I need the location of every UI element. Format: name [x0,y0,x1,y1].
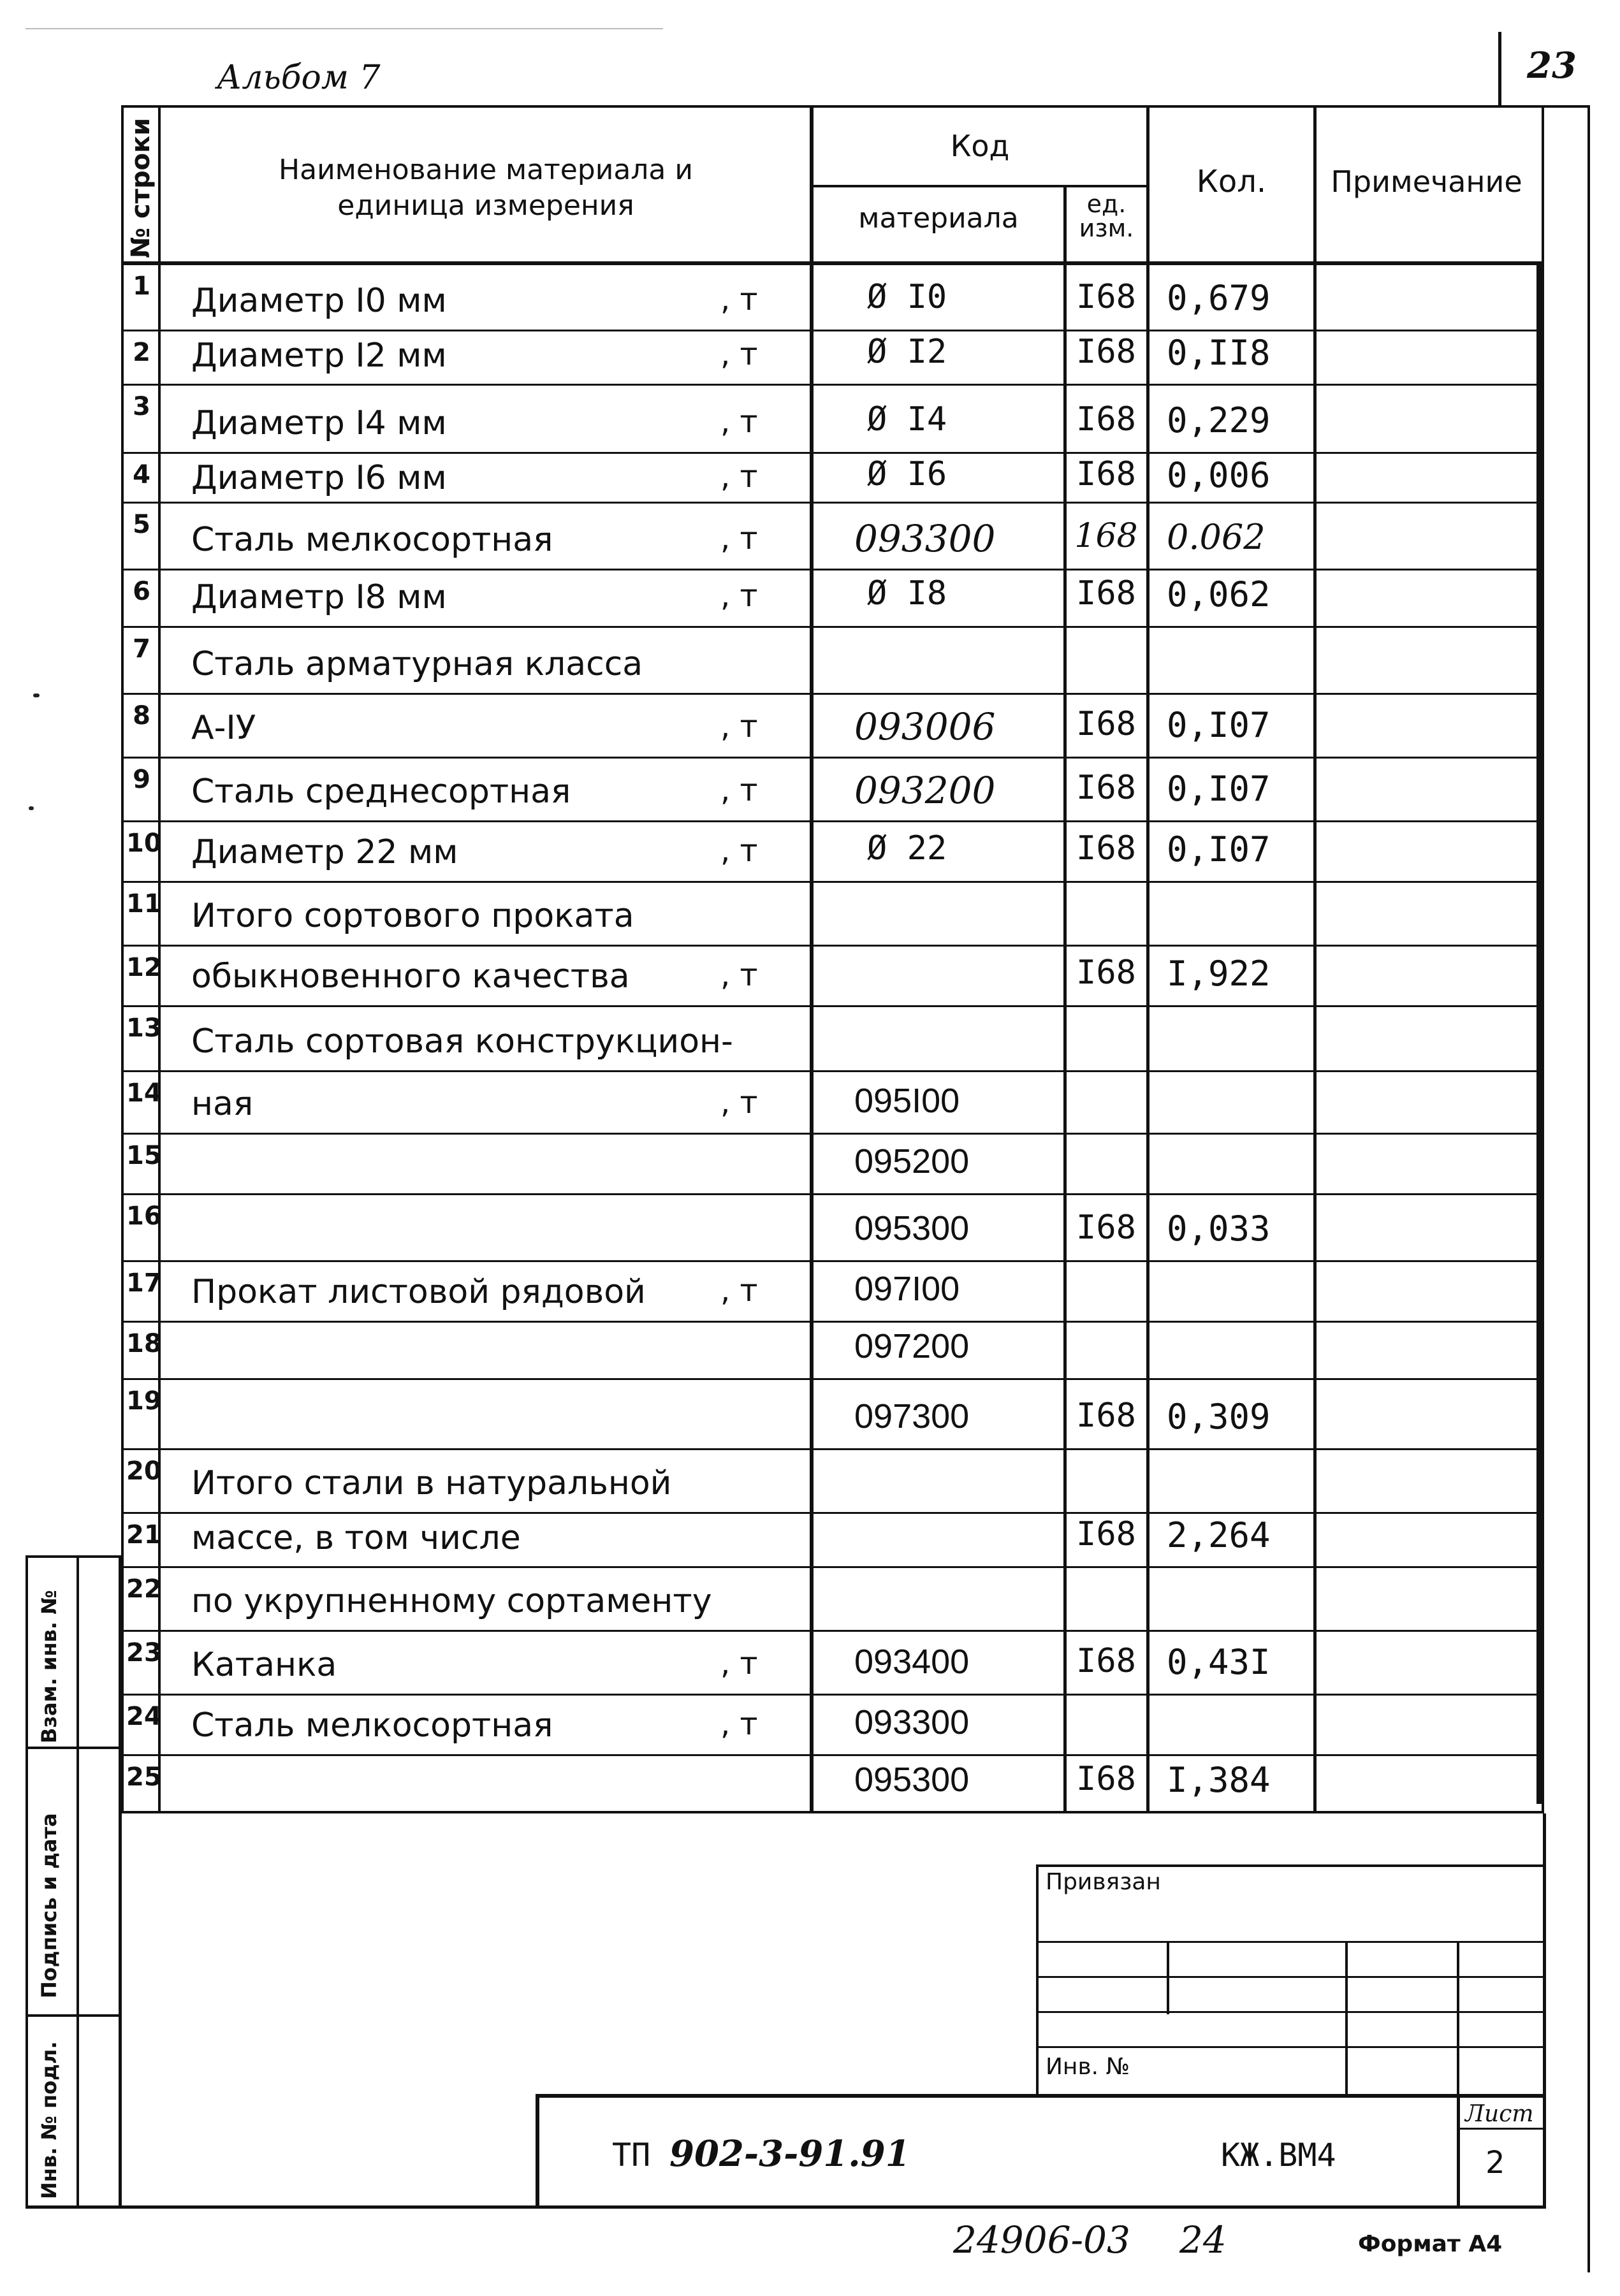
quantity: 0,006 [1167,455,1271,495]
header-code-material: материала [858,202,1019,235]
row-number: 9 [133,765,150,794]
page-number-divider [1498,32,1501,107]
unit-code: I68 [1076,455,1136,493]
side-strip-right [77,1555,79,2205]
table-row [121,1514,1544,1568]
row-number: 25 [126,1762,162,1792]
stamp-inv-no-label: Инв. № [1046,2054,1130,2080]
unit-code: I68 [1076,769,1136,807]
top-scan-line [26,28,663,29]
material-code: 097300 [854,1397,970,1435]
table-row [121,1568,1544,1632]
unit: , т [720,1646,758,1682]
header-row-number: № строки [126,117,156,258]
row-number: 1 [133,272,150,301]
unit-code: I68 [1076,1760,1136,1798]
row-number: 21 [126,1520,162,1550]
quantity: 0,033 [1167,1209,1271,1249]
unit-code: I68 [1076,829,1136,868]
material-name: обыкновенного качества [191,957,630,996]
unit: , т [720,404,758,440]
row-number: 15 [126,1141,162,1170]
material-name: Диаметр I6 мм [191,459,447,497]
unit-code: I68 [1076,954,1136,992]
row-number: 8 [133,701,150,730]
sheet-label: Лист [1465,2101,1534,2127]
material-code: 093300 [854,517,996,560]
unit: , т [720,521,758,556]
row-number: 2 [133,338,150,367]
table-row [121,570,1544,628]
unit: , т [720,459,758,495]
unit: , т [720,282,758,317]
material-code: Ø I6 [867,455,947,493]
table-row [121,947,1544,1007]
material-name: массе, в том числе [191,1519,521,1557]
stamp-privyazan-left [1036,1864,1039,2094]
material-name: Диаметр I0 мм [191,282,447,320]
material-code: 093200 [854,769,996,812]
quantity: 0,43I [1167,1642,1271,1682]
side-strip-div1 [26,1747,121,1749]
unit: , т [720,578,758,614]
material-name: Сталь среднесортная [191,773,571,811]
table-row [121,331,1544,386]
material-name: ная [191,1085,254,1123]
material-code: 095300 [854,1761,970,1799]
titleblock-sheet-label-line [1457,2128,1546,2130]
side-strip-div2 [26,2014,121,2017]
quantity: I,384 [1167,1760,1271,1800]
titleblock-left [536,2094,539,2209]
material-name: Катанка [191,1646,337,1684]
unit: , т [720,833,758,869]
scan-dot [29,806,34,810]
table-row [121,1262,1544,1323]
table-row [121,1323,1544,1380]
header-code-unit-1: ед. [1086,190,1127,218]
sheet-bottom-border [26,2205,1546,2209]
row-number: 11 [126,889,162,919]
unit-code: I68 [1076,1397,1136,1435]
table-row [121,1007,1544,1072]
material-name: А-IУ [191,709,256,747]
material-code: Ø 22 [867,829,947,868]
side-label-vzam: Взам. инв. № [37,1590,61,1743]
format-label: Формат А4 [1358,2231,1503,2257]
album-title: Альбом 7 [217,59,381,97]
material-code: 093006 [854,705,996,748]
table-row [121,695,1544,759]
stamp-grid-h2 [1036,1976,1546,1978]
table-row [121,1195,1544,1262]
table-row [121,628,1544,695]
header-code-unit-2: изм. [1079,214,1134,242]
material-code: 097I00 [854,1270,960,1308]
archive-sheet: 24 [1179,2218,1227,2262]
material-name: Диаметр I4 мм [191,404,447,442]
side-strip-left [26,1555,28,2205]
material-name: Диаметр I8 мм [191,578,447,616]
material-name: Сталь мелкосортная [191,521,553,559]
unit: , т [720,337,758,372]
stamp-grid-v2 [1345,1941,1348,2094]
side-strip-top [26,1555,121,1558]
row-number: 6 [133,577,150,606]
material-name: по укрупненному сортаменту [191,1582,712,1620]
quantity: 0,I07 [1167,705,1271,745]
sheet-number: 2 [1485,2145,1505,2181]
material-name: Диаметр I2 мм [191,337,447,375]
row-divider [121,1812,1544,1813]
table-row [121,822,1544,883]
row-number: 3 [133,392,150,421]
material-name: Сталь мелкосортная [191,1706,553,1745]
table-row [121,265,1544,331]
row-number: 5 [133,510,150,539]
header-name-line2: единица измерения [337,189,634,222]
header-note: Примечание [1331,164,1522,199]
row-number: 10 [126,829,162,858]
row-number: 18 [126,1329,162,1358]
unit-code: I68 [1076,333,1136,371]
titleblock-top [536,2094,1546,2098]
unit-code: I68 [1076,1515,1136,1553]
doc-mark: КЖ.ВМ4 [1221,2137,1336,2174]
stamp-privyazan-label: Привязан [1046,1869,1161,1895]
material-code: 095I00 [854,1082,960,1120]
quantity: 0,679 [1167,278,1271,318]
table-row [121,504,1544,570]
material-name: Итого стали в натуральной [191,1464,672,1502]
material-code: Ø I2 [867,333,947,371]
unit: , т [720,1706,758,1742]
table-row [121,1756,1544,1813]
material-code: 093400 [854,1643,970,1681]
material-code: Ø I8 [867,574,947,613]
quantity: 0,309 [1167,1397,1271,1437]
stamp-grid-v3 [1457,1941,1459,2094]
header-qty: Кол. [1196,164,1267,200]
frame-left-lower [119,1555,122,2209]
material-code: 095300 [854,1209,970,1247]
quantity: 0.062 [1167,517,1266,557]
row-number: 20 [126,1457,162,1486]
table-row [121,1696,1544,1756]
material-code: 095200 [854,1142,970,1181]
side-label-inv-podl: Инв. № подл. [37,2041,61,2199]
row-number: 23 [126,1638,162,1668]
material-name: Сталь арматурная класса [191,645,643,683]
table-row [121,1072,1544,1135]
row-number: 7 [133,634,150,664]
row-number: 16 [126,1202,162,1231]
material-code: 093300 [854,1703,970,1741]
row-number: 17 [126,1268,162,1298]
quantity: 0,229 [1167,400,1271,440]
unit-code: I68 [1076,278,1136,316]
side-label-podpis: Подпись и дата [37,1813,61,1998]
unit-code: I68 [1076,400,1136,439]
table-row [121,1632,1544,1696]
material-code: 097200 [854,1327,970,1365]
unit-code: I68 [1076,1642,1136,1680]
unit-code: I68 [1076,1209,1136,1247]
material-name: Итого сортового проката [191,897,634,935]
sheet-right-border [1587,105,1590,2272]
scan-dot [33,694,40,697]
header-code-divider [810,185,1148,187]
table-row [121,883,1544,947]
table-row [121,454,1544,504]
table-row [121,386,1544,454]
quantity: I,922 [1167,954,1271,994]
row-number: 13 [126,1014,162,1043]
unit-code: I68 [1076,705,1136,743]
quantity: 0,II8 [1167,333,1271,373]
unit: , т [720,773,758,808]
row-number: 24 [126,1702,162,1731]
material-name: Прокат листовой рядовой [191,1273,646,1311]
unit-code: I68 [1076,574,1136,613]
quantity: 0,062 [1167,574,1271,614]
header-name-line1: Наименование материала и [279,154,693,186]
table-row [121,1135,1544,1195]
material-name: Сталь сортовая конструкцион- [191,1022,733,1061]
row-number: 22 [126,1574,162,1604]
unit: , т [720,1273,758,1309]
table-row [121,1450,1544,1514]
row-number: 19 [126,1386,162,1416]
stamp-grid-v1 [1167,1941,1169,2014]
row-number: 12 [126,953,162,982]
table-row [121,1380,1544,1450]
quantity: 0,I07 [1167,769,1271,809]
stamp-grid-h1 [1036,1941,1546,1943]
material-code: Ø I4 [867,400,947,439]
material-name: Диаметр 22 мм [191,833,458,871]
stamp-grid-h4 [1036,2046,1546,2048]
page-number: 23 [1527,45,1577,87]
unit: , т [720,709,758,745]
quantity: 2,264 [1167,1515,1271,1555]
doc-code-prefix: ТП [612,2137,651,2174]
unit: , т [720,1085,758,1121]
titleblock-sheet-divider [1457,2094,1460,2209]
stamp-grid-h3 [1036,2011,1546,2013]
row-number: 14 [126,1079,162,1108]
material-code: Ø I0 [867,278,947,316]
unit-code: 168 [1074,517,1138,555]
unit: , т [720,957,758,993]
quantity: 0,I07 [1167,829,1271,869]
table-row [121,759,1544,822]
archive-number: 24906-03 [953,2218,1130,2262]
row-number: 4 [133,460,150,490]
stamp-privyazan-top [1036,1864,1546,1867]
header-code: Код [950,129,1010,163]
doc-code: 902-3-91.91 [669,2133,910,2175]
